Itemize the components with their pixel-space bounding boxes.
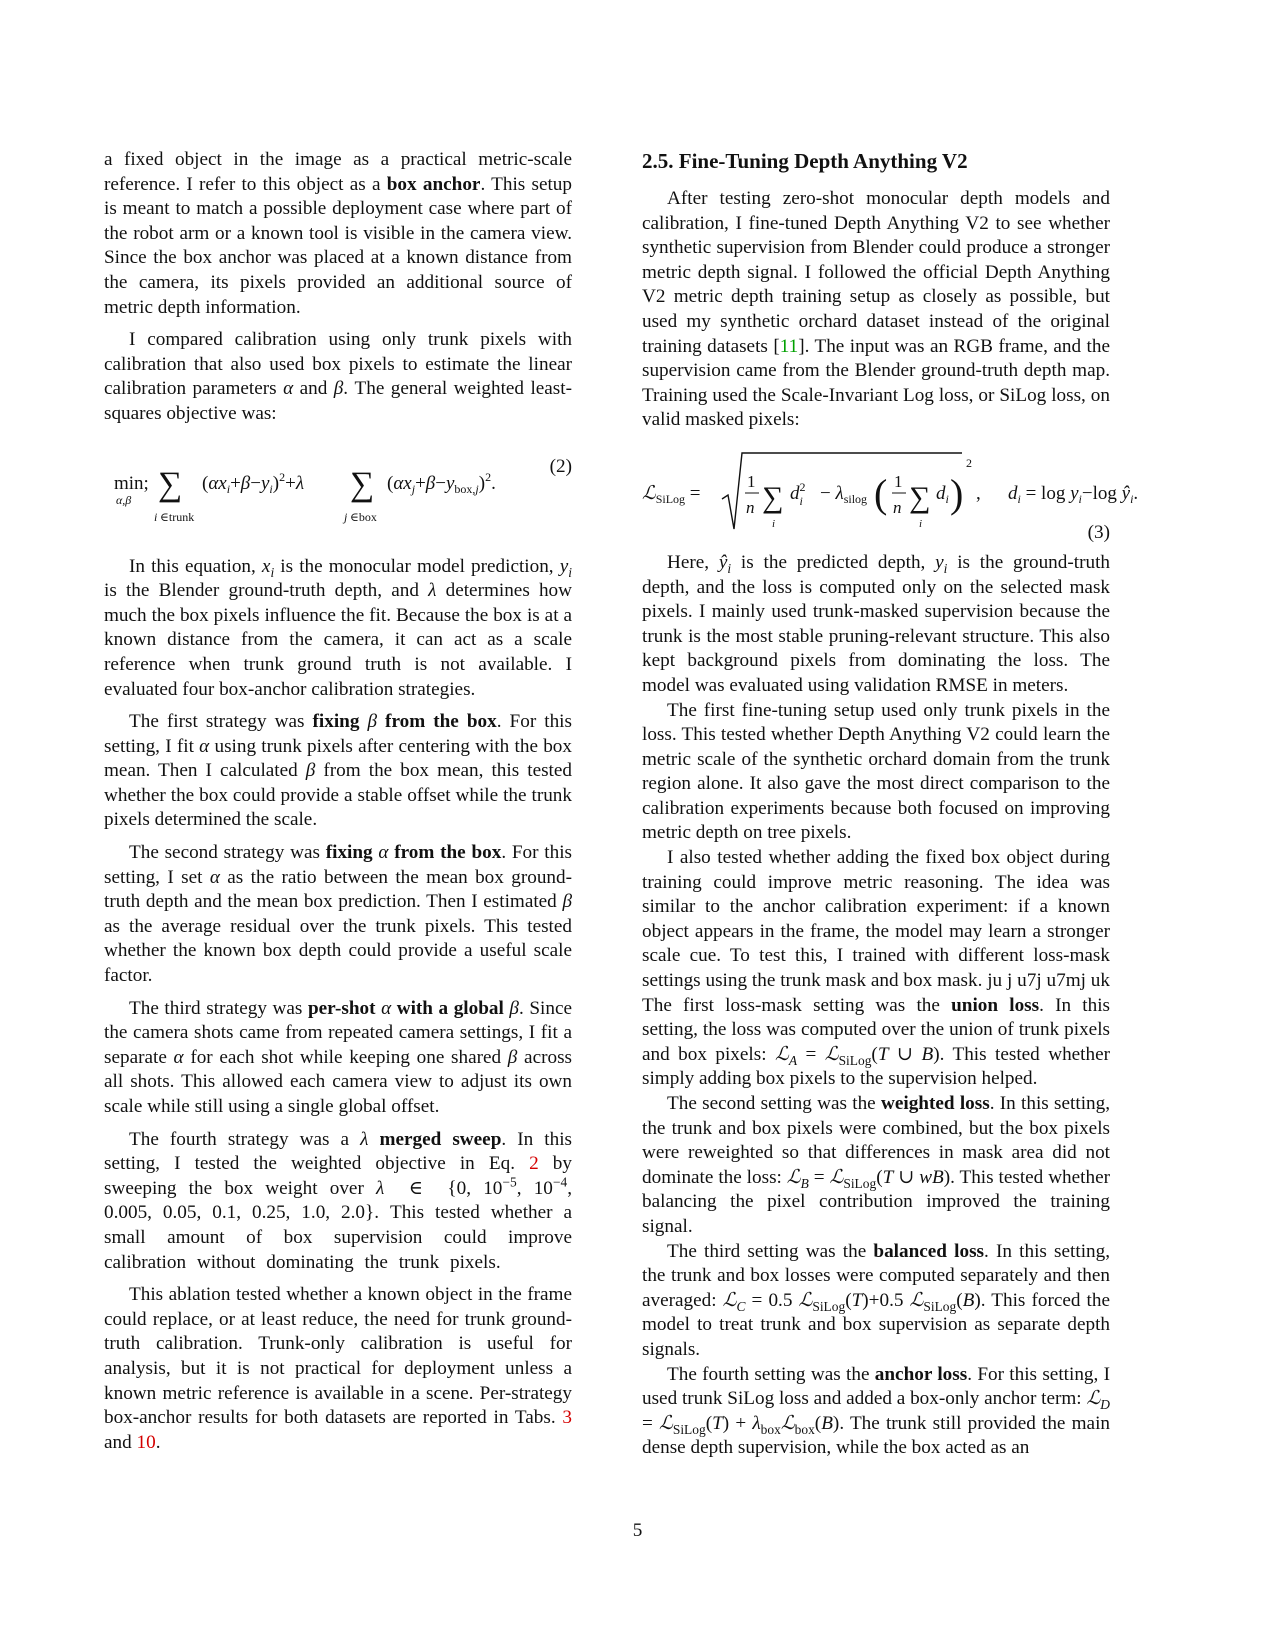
svg-text:− λsilog: − $\lambda_{silog}$ [820,482,868,506]
svg-text:min;: min; [114,472,149,494]
svg-text:di: $d_i$ [936,482,949,506]
table-ref-link[interactable]: 10 [136,1431,156,1453]
svg-text:∑: ∑ [158,465,183,503]
paragraph: The third setting was the balanced loss. In this setting, the trunk and box losses were computed separately and then averaged: ℒ$_C$ = 0.5 ℒ$_{SiLog}$(T)+0.5 ℒ$_{SiLog}$(B). This forced the model to treat trunk and box supervision as separate depth signals. [642,1240,1111,1360]
equation-2-formula [104,441,572,533]
paragraph: The first fine-tuning setup used only trunk pixels in the loss. This tested whether Depth Anything V2 could learn the metric scale of the synthetic orchard domain from the trunk region alone. It also gave the most direct comparison to the calibration experiments because both focused on improving metric depth on tree pixels. [642,699,1110,844]
svg-text:2: 2 [966,455,972,470]
svg-text:∈box: ∈box [350,509,377,524]
equation-2 [104,441,572,533]
svg-text:d2i: $d^2$ i [790,479,806,508]
equation-3 [642,447,1139,547]
svg-text:∑: ∑ [909,480,931,514]
paragraph: The fourth strategy was a λ merged sweep. In this setting, I tested the weighted objective in Eq. 2 by sweeping the box weight over λ ∈ {0, $10^{-5}$, $10^{-4}$, 0.005, 0.05, 0.1, 0.25, 1.0, 2.0}. This tested whether a small amount of box supervision could improve calibration without dominating the trunk pixels. [104,1128,573,1273]
paragraph: I compared calibration using only trunk pixels with calibration that also used box pixels to estimate the linear calibration parameters α and β. The general weighted least-squares objective was: [104,329,572,424]
paragraph: a fixed object in the image as a practical metric-scale reference. I refer to this object as a box anchor. This setup is meant to match a possible deployment case where part of the robot arm or a known tool is visible in the camera view. Since the box anchor was placed at a known distance from the camera, its pixels provided an additional source of metric depth information. [104,149,572,318]
right-column [642,148,1139,1461]
table-ref-link[interactable]: 3 [562,1407,572,1429]
svg-text:(αxi+β−yi)2+λ: $(\alpha x_i+\beta-y_i)^2+\lambda$ [202,469,305,496]
svg-text:∈trunk: ∈trunk [160,509,195,524]
paragraph: This ablation tested whether a known object in the frame could replace, or at least reduce, the need for trunk ground-truth calibration. Trunk-only calibration is useful for analysis, but it is not practical for deployment unless a known metric reference is available in a scene. Per-strategy box-anchor results for both datasets are reported in Tabs. 3 and 10. [104,1284,572,1453]
svg-text:,: , [976,482,981,504]
equation-number: (2) [549,455,572,477]
svg-text:n: n [893,497,902,517]
citation-link[interactable]: 11 [779,335,799,357]
svg-text:∑: ∑ [762,480,784,514]
paragraph: After testing zero-shot monocular depth models and calibration, I fine-tuned Depth Anything V2 to see whether synthetic supervision from Blender could produce a stronger metric depth signal. I followed the official Depth Anything V2 metric depth training setup as closely as possible, but used my synthetic orchard dataset instead of the original training datasets [11]. The input was an RGB frame, and the supervision came from the Blender ground-truth depth map. Training used the Scale-Invariant Log loss, or SiLog loss, on valid masked pixels: [642,188,1110,431]
paragraph: The second strategy was fixing α from the box. For this setting, I set α as the ratio between the mean box ground-truth depth and the mean box prediction. Then I estimated β as the average residual over the trunk pixels. This tested whether the known box depth could provide a useful scale factor. [104,842,573,987]
paragraph: In this equation, $x_i$ is the monocular model prediction, $y_i$ is the Blender ground-truth depth, and λ determines how much the box pixels influence the fit. Because the box is at a known distance from the camera, it can act as a scale reference when trunk ground truth is not available. I evaluated four box-anchor calibration strategies. [104,555,573,700]
svg-text:ℒSiLog =: ℒ$_{SiLog}$ = [642,482,701,506]
svg-text:1: 1 [894,471,903,491]
svg-text:j: j [344,509,348,524]
svg-text:n: n [746,497,755,517]
section-heading: 2.5. Fine-Tuning Depth Anything V2 [642,149,968,173]
svg-text:i: i [919,517,923,530]
paragraph: The second setting was the weighted loss. In this setting, the trunk and box pixels were combined, but the box pixels were reweighted so that differences in mask area did not dominate the loss: ℒ$_B$ = ℒ$_{SiLog}$(T ∪ wB). This tested whether balancing the pixel contribution improved the training signal. [642,1093,1111,1237]
svg-text:∑: ∑ [350,465,375,503]
paragraph: The third strategy was per-shot α with a global β. Since the camera shots came from repeated camera settings, I fit a separate α for each shot while keeping one shared β across all shots. This allowed each camera view to adjust its own scale while still using a single global offset. [104,997,572,1117]
svg-text:i: i [154,509,158,524]
svg-text:di = log yi−log ŷi.: $d_i = \log y_i-\log$ $ŷ_i$. [1008,482,1139,506]
svg-text:i: i [772,517,776,530]
paragraph: The first strategy was fixing β from the box. For this setting, I fit α using trunk pixels after centering with the box mean. Then I calculated β from the box mean, this tested whether the box could provide a stable offset while the trunk pixels determined the scale. [104,711,572,831]
equation-number: (3) [1087,521,1110,543]
equation-ref-link[interactable]: 2 [529,1153,539,1175]
left-column [104,148,572,1455]
svg-text:(αxj+β−ybox,j)2.: $(\alpha x_j+\beta-y_{box,}j)^2$. [387,469,496,496]
paragraph: I also tested whether adding the fixed box object during training could improve metric reasoning. The idea was similar to the anchor calibration experiment: if a known object appears in the frame, the model may learn a stronger scale cue. To test this, I trained with different loss-mask settings using the trunk mask and box mask. ju j u7j u7mj uk The first loss-mask setting was the union loss. In this setting, the loss was computed over the union of trunk pixels and box pixels: ℒ$_A$ = ℒ$_{SiLog}$(T ∪ B). This tested whether simply adding box pixels to the supervision helped. [642,847,1111,1090]
svg-text:1: 1 [747,471,756,491]
svg-text:α,β: α,β [116,492,132,507]
page-number: 5 [632,1520,643,1541]
paragraph: The fourth setting was the anchor loss. For this setting, I used trunk SiLog loss and added a box-only anchor term: ℒ$_D$ = ℒ$_{SiLog}$(T) + $\lambda_{box}ℒ_{box}(B)$. The trunk still provided the main dense depth supervision, while the box acted as an [642,1363,1111,1459]
svg-text:(: ( [874,470,888,516]
paragraph: Here, $ŷ_i$ is the predicted depth, $y_i$ is the ground-truth depth, and the loss is computed only on the selected mask pixels. I mainly used trunk-masked supervision because the trunk is the most stable pruning-relevant structure. This also kept background pixels from dominating the loss. The model was evaluated using validation RMSE in meters. [642,551,1111,696]
svg-text:): ) [950,470,964,516]
